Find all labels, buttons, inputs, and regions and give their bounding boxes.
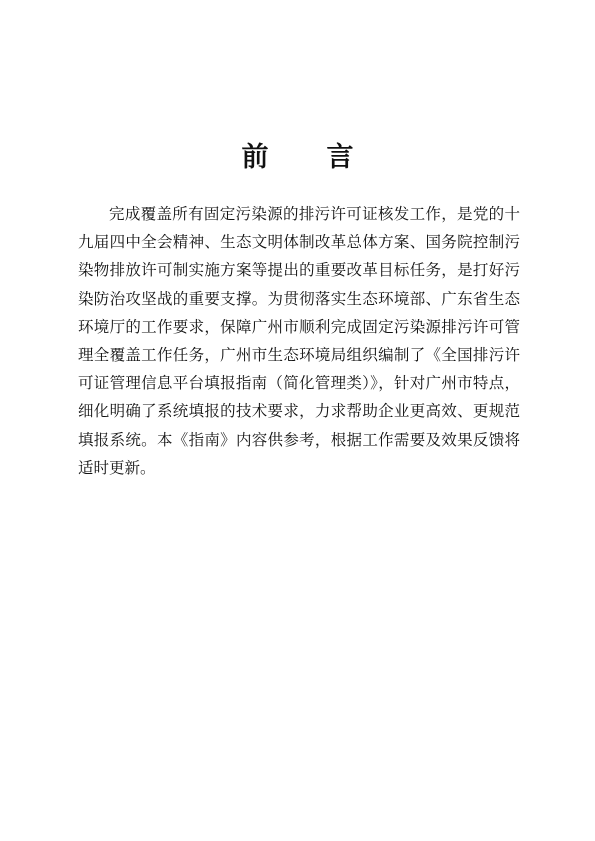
page-title: 前 言 — [241, 142, 378, 173]
preface-paragraph: 完成覆盖所有固定污染源的排污许可证核发工作，是党的十九届四中全会精神、生态文明体制改革总体方案、国务院控制污染物排放许可制实施方案等提出的重要改革目标任务，是打好污染防治攻坚战的重要支撑。为贯彻落实生态环境部、广东省生态环境厅的工作要求，保障广州市顺利完成固定污染源排污许可管理全覆盖工作任务，广州市生态环境局组织编制了《全国排污许可证管理信息平台填报指南（简化管理类）》，针对广州市特点，细化明确了系统填报的技术要求，力求帮助企业更高效、更规范填报系统。本《指南》内容供参考，根据工作需要及效果反馈将适时更新。 — [78, 205, 520, 477]
